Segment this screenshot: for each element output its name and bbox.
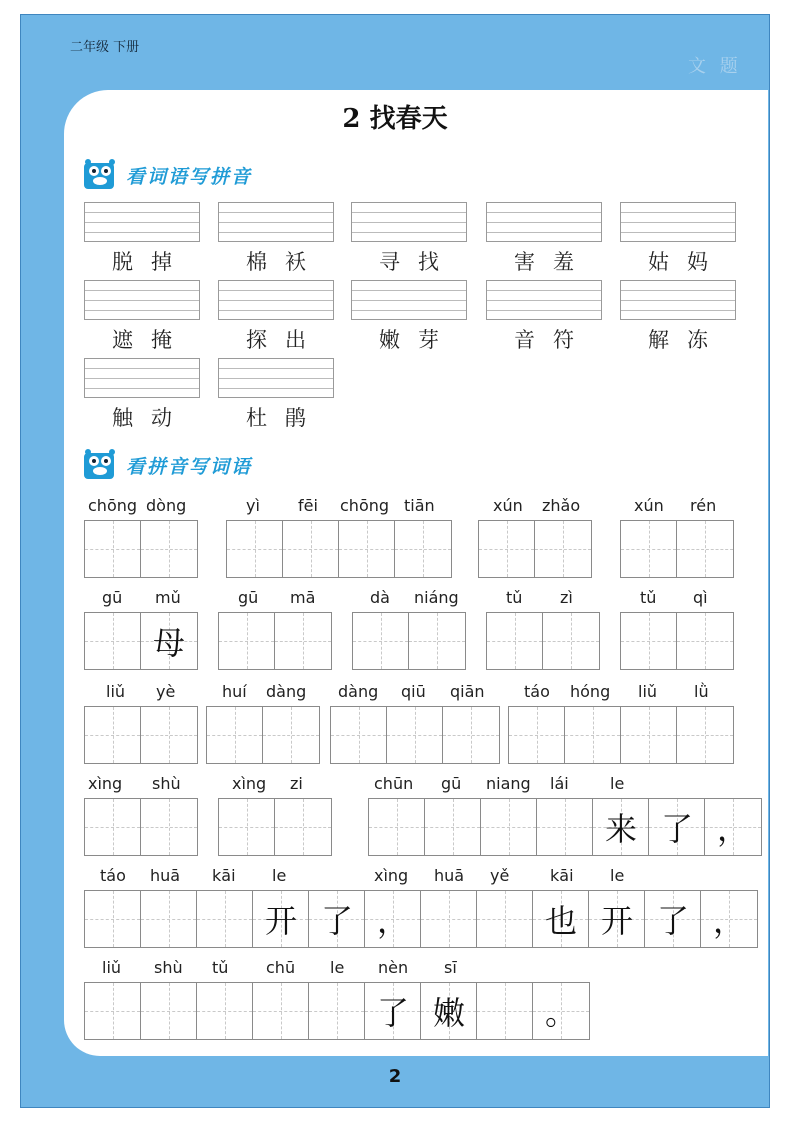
character-cell[interactable]: [535, 521, 591, 577]
given-character: [477, 983, 533, 1039]
vocabulary-word: 脱掉: [112, 250, 190, 274]
given-character: [487, 613, 543, 669]
pinyin-label: sī: [444, 958, 457, 977]
vocabulary-word: 棉袄: [246, 250, 324, 274]
pinyin-label: chū: [266, 958, 296, 977]
character-grid: [206, 706, 320, 764]
given-character: [477, 891, 533, 947]
character-cell[interactable]: [565, 707, 621, 763]
character-grid: [508, 706, 734, 764]
grade-label: 二年级 下册: [70, 40, 140, 55]
character-cell[interactable]: [197, 983, 253, 1039]
given-character: [141, 707, 197, 763]
vocabulary-word: 嫩芽: [379, 328, 457, 352]
character-cell[interactable]: [621, 613, 677, 669]
given-character: [141, 521, 197, 577]
pinyin-label: huā: [150, 866, 181, 885]
character-grid: [84, 706, 198, 764]
character-cell[interactable]: [141, 983, 197, 1039]
vocabulary-word: 探出: [246, 328, 324, 352]
character-cell[interactable]: [645, 891, 701, 947]
character-cell[interactable]: [219, 799, 275, 855]
given-character: [443, 707, 499, 763]
pinyin-label: qì: [693, 588, 708, 607]
given-character: 了: [320, 902, 353, 940]
pinyin-writing-box[interactable]: [486, 202, 602, 242]
character-cell[interactable]: [387, 707, 443, 763]
character-cell[interactable]: [477, 891, 533, 947]
given-character: 了: [656, 902, 689, 940]
given-character: [509, 707, 565, 763]
pinyin-label: lǜ: [694, 682, 709, 701]
character-cell[interactable]: [421, 983, 477, 1039]
character-cell[interactable]: [309, 983, 365, 1039]
vocabulary-word: 触动: [112, 406, 190, 430]
character-cell[interactable]: [621, 707, 677, 763]
pinyin-label: niang: [486, 774, 531, 793]
panda-icon: [82, 447, 122, 483]
pinyin-label: le: [610, 866, 625, 885]
pinyin-label: dàng: [266, 682, 307, 701]
pinyin-label: xún: [493, 496, 523, 515]
pinyin-label: táo: [100, 866, 126, 885]
character-grid: [368, 798, 762, 856]
character-grid: [226, 520, 452, 578]
pinyin-writing-box[interactable]: [218, 280, 334, 320]
given-character: 开: [264, 902, 297, 940]
given-character: 了: [660, 810, 693, 848]
vocabulary-word: 遮掩: [112, 328, 190, 352]
character-grid: [84, 982, 590, 1040]
lesson-title: 2 找春天: [342, 104, 448, 134]
character-cell[interactable]: [477, 983, 533, 1039]
character-cell[interactable]: [481, 799, 537, 855]
given-character: [275, 799, 331, 855]
given-character: 了: [376, 994, 409, 1032]
vocabulary-word: 姑妈: [648, 250, 726, 274]
given-character: [621, 707, 677, 763]
character-cell[interactable]: [85, 891, 141, 947]
vocabulary-word: 解冻: [648, 328, 726, 352]
given-character: [85, 799, 141, 855]
character-cell[interactable]: [141, 707, 197, 763]
pinyin-label: tǔ: [506, 588, 523, 607]
pinyin-label: yè: [156, 682, 176, 701]
given-character: [409, 613, 465, 669]
pinyin-writing-box[interactable]: [84, 280, 200, 320]
character-cell[interactable]: [533, 983, 589, 1039]
given-character: ，: [376, 902, 409, 940]
character-cell[interactable]: [85, 799, 141, 855]
given-character: [425, 799, 481, 855]
character-cell[interactable]: [677, 521, 733, 577]
pinyin-writing-box[interactable]: [351, 280, 467, 320]
given-character: [621, 613, 677, 669]
given-character: 也: [544, 902, 577, 940]
character-cell[interactable]: [593, 799, 649, 855]
given-character: 来: [604, 810, 637, 848]
character-cell[interactable]: [479, 521, 535, 577]
pinyin-label: liǔ: [102, 958, 122, 977]
character-cell[interactable]: [339, 521, 395, 577]
vocabulary-word: 音符: [514, 328, 592, 352]
character-cell[interactable]: [409, 613, 465, 669]
character-cell[interactable]: [369, 799, 425, 855]
character-cell[interactable]: [677, 707, 733, 763]
pinyin-label: tǔ: [212, 958, 229, 977]
section-title: 看拼音写词语: [126, 455, 253, 478]
pinyin-writing-box[interactable]: [218, 202, 334, 242]
pinyin-label: lái: [550, 774, 569, 793]
character-cell[interactable]: [425, 799, 481, 855]
character-cell[interactable]: [85, 983, 141, 1039]
pinyin-label: huí: [222, 682, 247, 701]
character-cell[interactable]: [543, 613, 599, 669]
given-character: [85, 983, 141, 1039]
pinyin-label: niáng: [414, 588, 459, 607]
given-character: [219, 799, 275, 855]
given-character: [197, 983, 253, 1039]
given-character: [481, 799, 537, 855]
vocabulary-word: 害羞: [514, 250, 592, 274]
pinyin-label: tǔ: [640, 588, 657, 607]
given-character: [387, 707, 443, 763]
given-character: [85, 613, 141, 669]
pinyin-label: dà: [370, 588, 390, 607]
given-character: ，: [712, 902, 745, 940]
given-character: [219, 613, 275, 669]
given-character: [283, 521, 339, 577]
pinyin-label: xún: [634, 496, 664, 515]
given-character: [677, 521, 733, 577]
pinyin-label: dòng: [146, 496, 187, 515]
pinyin-label: xìng: [232, 774, 267, 793]
pinyin-label: chōng: [340, 496, 390, 515]
given-character: [263, 707, 319, 763]
character-cell[interactable]: [283, 521, 339, 577]
character-cell[interactable]: [275, 613, 331, 669]
given-character: [85, 707, 141, 763]
given-character: [331, 707, 387, 763]
character-grid: [330, 706, 500, 764]
character-cell[interactable]: [509, 707, 565, 763]
pinyin-label: zi: [290, 774, 303, 793]
character-grid: [486, 612, 600, 670]
pinyin-label: nèn: [378, 958, 409, 977]
given-character: [141, 983, 197, 1039]
pinyin-label: chūn: [374, 774, 414, 793]
character-cell[interactable]: [253, 891, 309, 947]
character-cell[interactable]: [219, 613, 275, 669]
given-character: [253, 983, 309, 1039]
pinyin-writing-box[interactable]: [351, 202, 467, 242]
character-cell[interactable]: [141, 521, 197, 577]
character-cell[interactable]: [85, 521, 141, 577]
given-character: [565, 707, 621, 763]
pinyin-label: gū: [441, 774, 462, 793]
pinyin-label: gū: [102, 588, 123, 607]
pinyin-label: xìng: [374, 866, 409, 885]
given-character: [339, 521, 395, 577]
panda-icon: [82, 157, 122, 193]
pinyin-label: hóng: [570, 682, 611, 701]
given-character: [543, 613, 599, 669]
pinyin-label: chōng: [88, 496, 138, 515]
pinyin-label: le: [610, 774, 625, 793]
character-grid: [84, 520, 198, 578]
given-character: [85, 521, 141, 577]
character-cell[interactable]: [141, 891, 197, 947]
given-character: [207, 707, 263, 763]
vocabulary-word: 杜鹃: [246, 406, 324, 430]
character-grid: [84, 798, 198, 856]
pinyin-label: liǔ: [638, 682, 658, 701]
pinyin-label: fēi: [298, 496, 318, 515]
character-cell[interactable]: [537, 799, 593, 855]
character-cell[interactable]: [263, 707, 319, 763]
character-cell[interactable]: [85, 707, 141, 763]
pinyin-label: shù: [152, 774, 181, 793]
pinyin-label: yě: [490, 866, 510, 885]
given-character: 。: [544, 994, 577, 1032]
section-header-pinyin: [82, 158, 252, 192]
character-cell[interactable]: [589, 891, 645, 947]
pinyin-label: yì: [246, 496, 260, 515]
given-character: [369, 799, 425, 855]
given-character: [677, 707, 733, 763]
given-character: [537, 799, 593, 855]
character-cell[interactable]: [207, 707, 263, 763]
pinyin-label: shù: [154, 958, 183, 977]
character-grid: [620, 612, 734, 670]
given-character: [197, 891, 253, 947]
given-character: 母: [152, 624, 185, 662]
character-grid: [84, 890, 758, 948]
given-character: 开: [600, 902, 633, 940]
character-grid: [84, 612, 198, 670]
character-cell[interactable]: [365, 983, 421, 1039]
given-character: [85, 891, 141, 947]
given-character: [141, 799, 197, 855]
given-character: 嫩: [432, 994, 465, 1032]
pinyin-writing-box[interactable]: [84, 358, 200, 398]
pinyin-label: kāi: [212, 866, 236, 885]
character-cell[interactable]: [443, 707, 499, 763]
character-cell[interactable]: [677, 613, 733, 669]
character-cell[interactable]: [141, 613, 197, 669]
character-cell[interactable]: [701, 891, 757, 947]
given-character: [479, 521, 535, 577]
pinyin-label: táo: [524, 682, 550, 701]
given-character: [227, 521, 283, 577]
character-cell[interactable]: [197, 891, 253, 947]
character-grid: [478, 520, 592, 578]
given-character: [275, 613, 331, 669]
character-cell[interactable]: [621, 521, 677, 577]
vocabulary-word: 寻找: [379, 250, 457, 274]
character-cell[interactable]: [365, 891, 421, 947]
pinyin-label: zì: [560, 588, 573, 607]
pinyin-label: gū: [238, 588, 259, 607]
character-cell[interactable]: [533, 891, 589, 947]
pinyin-label: zhǎo: [542, 496, 581, 515]
character-cell[interactable]: [85, 613, 141, 669]
pinyin-writing-box[interactable]: [84, 202, 200, 242]
character-cell[interactable]: [141, 799, 197, 855]
pinyin-label: tiān: [404, 496, 435, 515]
faint-watermark: 文 题: [688, 56, 742, 77]
character-grid: [218, 798, 332, 856]
given-character: [421, 891, 477, 947]
section-header-write-words: [82, 448, 252, 482]
character-cell[interactable]: [705, 799, 761, 855]
pinyin-label: kāi: [550, 866, 574, 885]
section-title: 看词语写拼音: [126, 165, 253, 188]
character-cell[interactable]: [253, 983, 309, 1039]
given-character: [395, 521, 451, 577]
character-grid: [218, 612, 332, 670]
pinyin-label: xìng: [88, 774, 123, 793]
pinyin-label: mā: [290, 588, 316, 607]
pinyin-writing-box[interactable]: [218, 358, 334, 398]
given-character: [535, 521, 591, 577]
given-character: [141, 891, 197, 947]
character-cell[interactable]: [353, 613, 409, 669]
given-character: [309, 983, 365, 1039]
character-cell[interactable]: [395, 521, 451, 577]
pinyin-writing-box[interactable]: [486, 280, 602, 320]
character-cell[interactable]: [275, 799, 331, 855]
character-grid: [352, 612, 466, 670]
character-cell[interactable]: [421, 891, 477, 947]
pinyin-writing-box[interactable]: [620, 280, 736, 320]
page-number: 2: [388, 1066, 402, 1087]
pinyin-label: qiān: [450, 682, 485, 701]
pinyin-label: le: [330, 958, 345, 977]
pinyin-label: le: [272, 866, 287, 885]
pinyin-label: huā: [434, 866, 465, 885]
pinyin-label: liǔ: [106, 682, 126, 701]
given-character: [353, 613, 409, 669]
pinyin-label: rén: [690, 496, 717, 515]
character-cell[interactable]: [309, 891, 365, 947]
given-character: [677, 613, 733, 669]
pinyin-label: qiū: [401, 682, 426, 701]
character-cell[interactable]: [649, 799, 705, 855]
given-character: [621, 521, 677, 577]
pinyin-label: mǔ: [155, 588, 181, 607]
given-character: ，: [716, 810, 749, 848]
character-cell[interactable]: [227, 521, 283, 577]
pinyin-writing-box[interactable]: [620, 202, 736, 242]
character-cell[interactable]: [331, 707, 387, 763]
character-grid: [620, 520, 734, 578]
pinyin-label: dàng: [338, 682, 379, 701]
character-cell[interactable]: [487, 613, 543, 669]
